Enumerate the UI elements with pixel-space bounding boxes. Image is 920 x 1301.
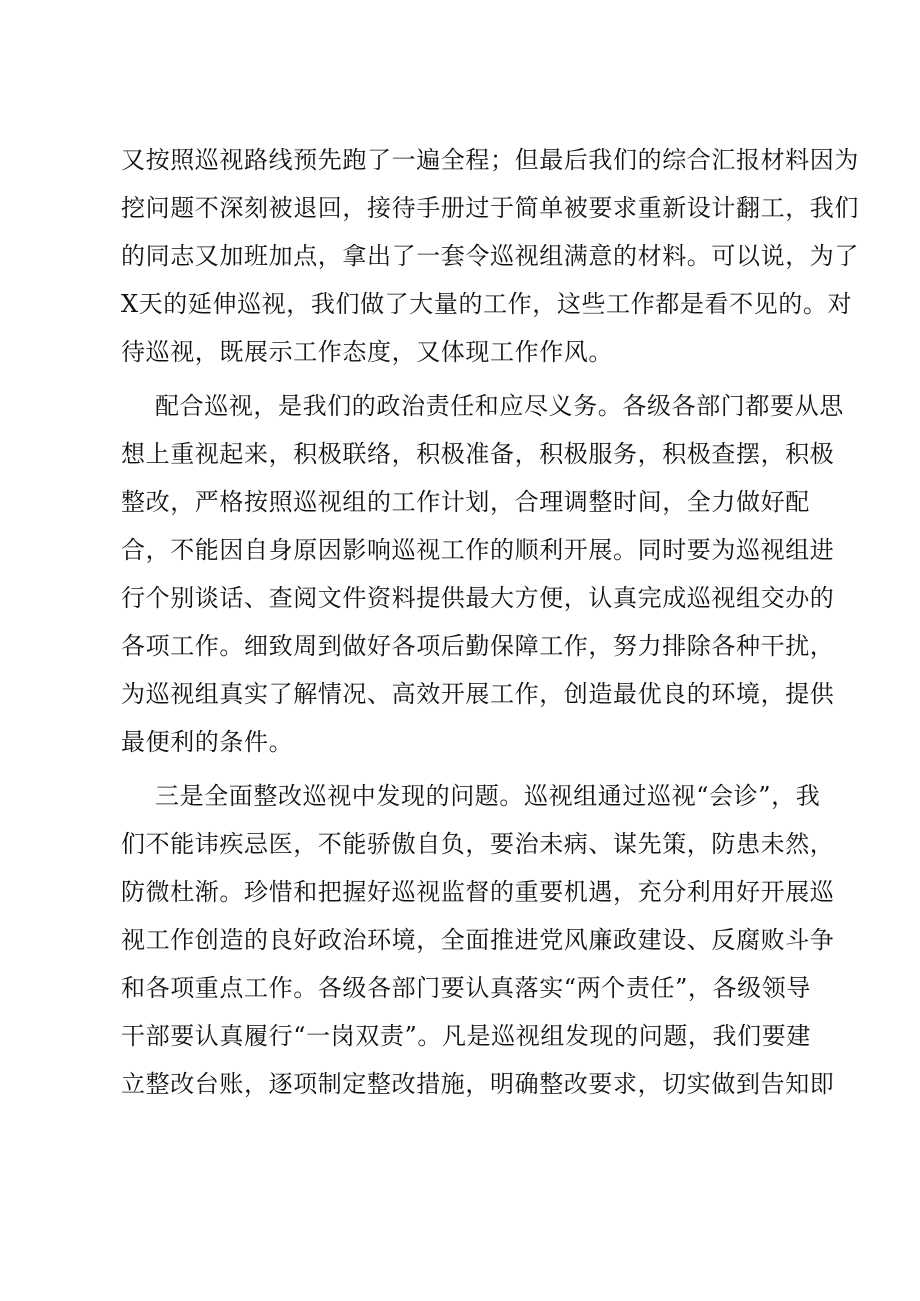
- paragraph-cooperate-line-8: 最便利的条件。: [121, 728, 294, 756]
- text-line-1: 又按照巡视路线预先跑了一遍全程；但最后我们的综合汇报材料因为: [121, 146, 859, 174]
- paragraph-cooperate-line-5: 行个别谈话、查阅文件资料提供最大方便，认真完成巡视组交办的: [121, 584, 835, 612]
- text-line-5: 待巡视，既展示工作态度，又体现工作作风。: [121, 338, 613, 366]
- paragraph-cooperate-line-1: 配合巡视，是我们的政治责任和应尽义务。各级各部门都要从思: [155, 392, 844, 420]
- paragraph-cooperate-line-6: 各项工作。细致周到做好各项后勤保障工作，努力排除各种干扰，: [121, 632, 835, 660]
- paragraph-rectify-line-3: 防微杜渐。珍惜和把握好巡视监督的重要机遇，充分利用好开展巡: [121, 878, 835, 906]
- paragraph-rectify-line-7: 立整改台账，逐项制定整改措施，明确整改要求，切实做到告知即: [121, 1070, 835, 1098]
- paragraph-cooperate-line-2: 想上重视起来，积极联络，积极准备，积极服务，积极查摆，积极: [121, 440, 835, 468]
- paragraph-rectify-line-6: 干部要认真履行“一岗双责”。凡是巡视组发现的问题，我们要建: [121, 1022, 811, 1050]
- text-line-2: 挖问题不深刻被退回，接待手册过于简单被要求重新设计翻工，我们: [121, 194, 859, 222]
- text-line-4: X天的延伸巡视，我们做了大量的工作，这些工作都是看不见的。对: [121, 290, 853, 318]
- paragraph-rectify-line-5: 和各项重点工作。各级各部门要认真落实“两个责任”，各级领导: [121, 974, 811, 1002]
- text-line-3: 的同志又加班加点，拿出了一套令巡视组满意的材料。可以说，为了: [121, 242, 859, 270]
- paragraph-cooperate-line-4: 合，不能因自身原因影响巡视工作的顺利开展。同时要为巡视组进: [121, 536, 835, 564]
- paragraph-cooperate-line-3: 整改，严格按照巡视组的工作计划，合理调整时间，全力做好配: [121, 488, 810, 516]
- paragraph-rectify-line-4: 视工作创造的良好政治环境，全面推进党风廉政建设、反腐败斗争: [121, 926, 835, 954]
- paragraph-rectify-line-2: 们不能讳疾忌医，不能骄傲自负，要治未病、谋先策，防患未然，: [121, 830, 835, 858]
- paragraph-cooperate-line-7: 为巡视组真实了解情况、高效开展工作，创造最优良的环境，提供: [121, 680, 835, 708]
- paragraph-rectify-line-1: 三是全面整改巡视中发现的问题。巡视组通过巡视“会诊”，我: [155, 782, 821, 810]
